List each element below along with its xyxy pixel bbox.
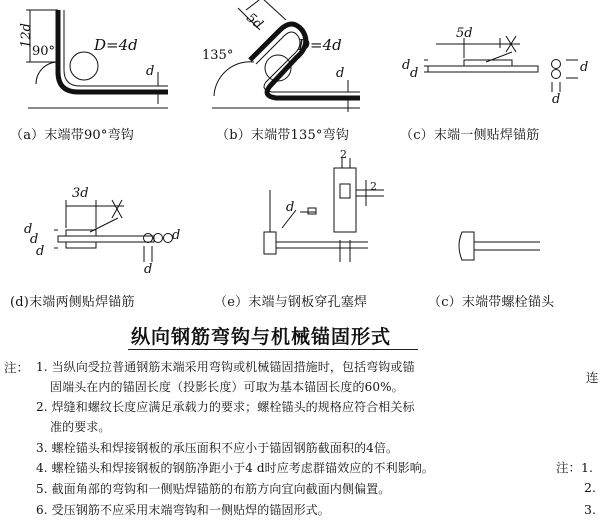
section-title: 纵向钢筋弯钩与机械锚固形式 — [131, 326, 392, 348]
adjacent-page-text: 连 — [586, 370, 599, 385]
note-line: 3. 螺栓锚头和焊接钢板的承压面积不应小于锚固钢筋截面积的4倍。 — [36, 441, 399, 455]
note-line: 1. 当纵向受拉普通钢筋末端采用弯钩或机械锚固措施时，包括弯钩或锚 — [36, 360, 415, 374]
figure-a-drawing — [26, 10, 168, 108]
figure-a-diameter-label: D=4d — [94, 36, 138, 54]
figure-d-d-label-5: d — [144, 262, 153, 277]
figure-c-caption: （c）末端一侧贴焊锚筋 — [400, 128, 540, 143]
figure-d-d-label-3: d — [36, 244, 45, 259]
adjacent-page-number: 2. — [584, 480, 596, 495]
figure-d-d-label-2: d — [30, 232, 39, 247]
title-underline — [128, 349, 418, 350]
figure-e-d-label: d — [286, 200, 295, 215]
figure-b-diameter-label: D=4d — [298, 36, 342, 54]
figure-c-d-label-2: d — [410, 66, 419, 81]
figure-c-length-label: 5d — [456, 26, 473, 41]
note-line: 6. 受压钢筋不应采用末端弯钩和一侧贴焊的锚固形式。 — [36, 503, 330, 517]
figure-d-d-label-4: d — [172, 228, 181, 243]
figure-b-drawing — [212, 0, 360, 112]
note-line: 固端头在内的锚固长度（投影长度）可取为基本锚固长度的60%。 — [50, 380, 404, 394]
note-line: 2. 焊缝和螺纹长度应满足承载力的要求；螺栓锚头的规格应符合相关标 — [36, 400, 415, 414]
figure-e-caption: （e）末端与钢板穿孔塞焊 — [214, 295, 368, 310]
figure-b-caption: （b）末端带135°弯钩 — [216, 128, 350, 143]
figure-c-d-label-3: d — [580, 60, 589, 75]
note-line: 准的要求。 — [50, 420, 111, 434]
figure-c-d-label-1: d — [402, 58, 411, 73]
adjacent-page-note: 注：1. — [556, 460, 593, 475]
note-line: 5. 截面角部的弯钩和一侧贴焊锚筋的布筋方向宜向截面内侧偏置。 — [36, 482, 391, 496]
figure-d-length-label: 3d — [72, 186, 89, 201]
figure-a-caption: （a）末端带90°弯钩 — [10, 128, 134, 143]
figure-c-d-label-4: d — [552, 92, 561, 107]
figure-d-caption: (d)末端两侧贴焊锚筋 — [10, 295, 135, 310]
adjacent-page-number: 3. — [584, 502, 596, 517]
figure-a-length-label: 12d — [18, 23, 34, 48]
figure-a-angle-label: 90° — [32, 44, 56, 59]
figure-f-caption: （c）末端带螺栓锚头 — [428, 295, 555, 310]
figure-e-number-label-2: 2 — [370, 180, 377, 193]
figure-e-drawing — [264, 158, 384, 262]
figure-b-d-label: d — [336, 66, 345, 81]
figure-c-drawing — [424, 36, 578, 92]
notes-label: 注： — [4, 360, 30, 375]
figure-d-drawing — [54, 200, 173, 262]
figure-f-drawing — [459, 232, 540, 260]
figure-a-d-label: d — [146, 64, 155, 79]
note-line: 4. 螺栓锚头和焊接钢板的钢筋净距小于4 d时应考虑群锚效应的不利影响。 — [36, 461, 434, 475]
figure-d-d-label-1: d — [24, 222, 33, 237]
figure-b-angle-label: 135° — [202, 48, 234, 63]
figure-b-length-label: 5d — [243, 10, 266, 33]
figure-e-number-label-1: 2 — [340, 148, 347, 161]
